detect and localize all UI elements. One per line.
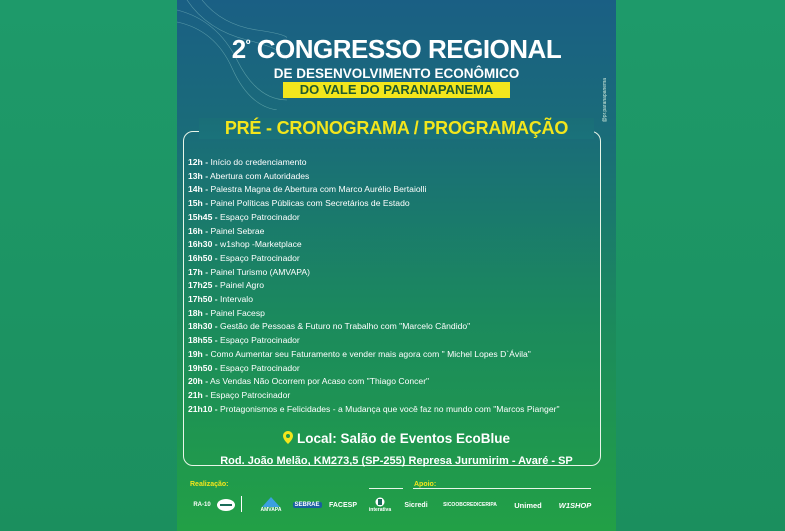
schedule-description: Gestão de Pessoas & Futuro no Trabalho com "Marcelo Cândido" (217, 321, 471, 332)
schedule-description: Painel Facesp (208, 307, 265, 318)
schedule-time: 16h50 - (188, 252, 218, 263)
schedule-description: Como Aumentar seu Faturamento e vender mais agora com " Michel Lopes D`Ávila" (208, 348, 531, 359)
schedule-description: Espaço Patrocinador (208, 389, 291, 400)
location (177, 431, 616, 446)
schedule-item (188, 362, 603, 376)
schedule-description: Abertura com Autoridades (208, 170, 310, 181)
schedule-time: 12h - (188, 157, 209, 167)
schedule-item (188, 183, 603, 197)
logo-unimed: Unimed (514, 500, 542, 510)
schedule-time: 17h25 - (188, 280, 218, 291)
divider-line (241, 496, 242, 512)
divider-line (413, 488, 591, 489)
schedule-description: Painel Turismo (AMVAPA) (208, 266, 310, 277)
schedule-item (188, 403, 603, 417)
apoio-label: Apoio: (414, 481, 437, 488)
schedule-description: Intervalo (217, 294, 253, 305)
logo-sicoob: SICOOBCREDICERIPA (443, 502, 497, 508)
schedule-list (188, 156, 603, 416)
schedule-description: Protagonismos e Felicidades - a Mudança que você faz no mundo com "Marcos Pianger" (217, 403, 560, 414)
schedule-description: Painel Políticas Públicas com Secretários de Estado (208, 198, 410, 209)
logo-facesp: FACESP (328, 501, 357, 509)
photo-credit: @pr.paranapanema (602, 78, 608, 123)
event-title: $2^º$ CONGRESSO REGIONAL (231, 34, 562, 64)
schedule-time: 19h - (188, 348, 209, 359)
schedule-time: 18h55 - (188, 335, 218, 346)
schedule-item (188, 375, 603, 389)
logo-amvapa: AMVAPA (253, 496, 289, 514)
schedule-time: 17h50 - (188, 294, 218, 305)
location-pin-icon (283, 431, 293, 444)
address: Rod. João Melão, KM273,5 (SP-255) Represa Jurumirim - Avaré - SP (220, 455, 573, 467)
schedule-description: Espaço Patrocinador (217, 362, 300, 373)
schedule-item (188, 293, 603, 307)
logo-interativa: interativa (367, 496, 393, 514)
schedule-description: Espaço Patrocinador (217, 335, 300, 346)
logo-ra10: RA-10 (193, 502, 211, 508)
schedule-item (188, 307, 603, 321)
divider-line (369, 488, 403, 489)
schedule-description: Espaço Patrocinador (217, 211, 300, 222)
schedule-time: 14h - (188, 184, 209, 195)
realizacao-label: Realização: (190, 481, 229, 488)
schedule-time: 16h30 - (188, 239, 218, 250)
schedule-time: 20h - (188, 376, 209, 387)
schedule-item (188, 389, 603, 403)
schedule-time: 18h - (188, 307, 209, 318)
schedule-time: 21h10 - (188, 403, 218, 414)
schedule-item (188, 252, 603, 266)
schedule-description: Início do credenciamento (208, 157, 307, 167)
schedule-time: 15h - (188, 198, 209, 209)
section-title: PRÉ - CRONOGRAMA / PROGRAMAÇÃO (199, 118, 594, 139)
background-left (0, 0, 177, 531)
logo-sebrae: SEBRAE (294, 502, 320, 508)
schedule-time: 21h - (188, 389, 209, 400)
schedule-item (188, 238, 603, 252)
schedule-time: 16h - (188, 225, 209, 236)
schedule-description: Painel Sebrae (208, 225, 265, 236)
schedule-description: Palestra Magna de Abertura com Marco Aurélio Bertaiolli (208, 184, 427, 195)
schedule-time: 15h45 - (188, 211, 218, 222)
schedule-item (188, 197, 603, 211)
schedule-item (188, 348, 603, 362)
schedule-item (188, 211, 603, 225)
logo-w1shop: W1SHOP (558, 500, 592, 510)
poster (177, 0, 616, 531)
schedule-description: As Vendas Não Ocorrem por Acaso com "Thiago Concer" (208, 376, 430, 387)
schedule-item (188, 170, 603, 184)
schedule-item (188, 320, 603, 334)
schedule-time: 19h50 - (188, 362, 218, 373)
schedule-item (188, 279, 603, 293)
logo-sicredi: Sicredi (404, 501, 428, 509)
schedule-item (188, 266, 603, 280)
event-subtitle: DE DESENVOLVIMENTO ECONÔMICO (273, 66, 520, 81)
schedule-item (188, 225, 603, 239)
schedule-time: 17h - (188, 266, 209, 277)
schedule-item (188, 156, 603, 170)
schedule-time: 13h - (188, 170, 209, 181)
schedule-item (188, 334, 603, 348)
schedule-description: Espaço Patrocinador (217, 252, 300, 263)
schedule-time: 18h30 - (188, 321, 218, 332)
schedule-description: w1shop -Marketplace (217, 239, 302, 250)
background-right (616, 0, 785, 531)
event-region-banner: DO VALE DO PARANAPANEMA (283, 82, 510, 98)
location-text: Local: Salão de Eventos EcoBlue (296, 431, 511, 446)
schedule-description: Painel Agro (217, 280, 264, 291)
logo-badge (215, 496, 237, 514)
